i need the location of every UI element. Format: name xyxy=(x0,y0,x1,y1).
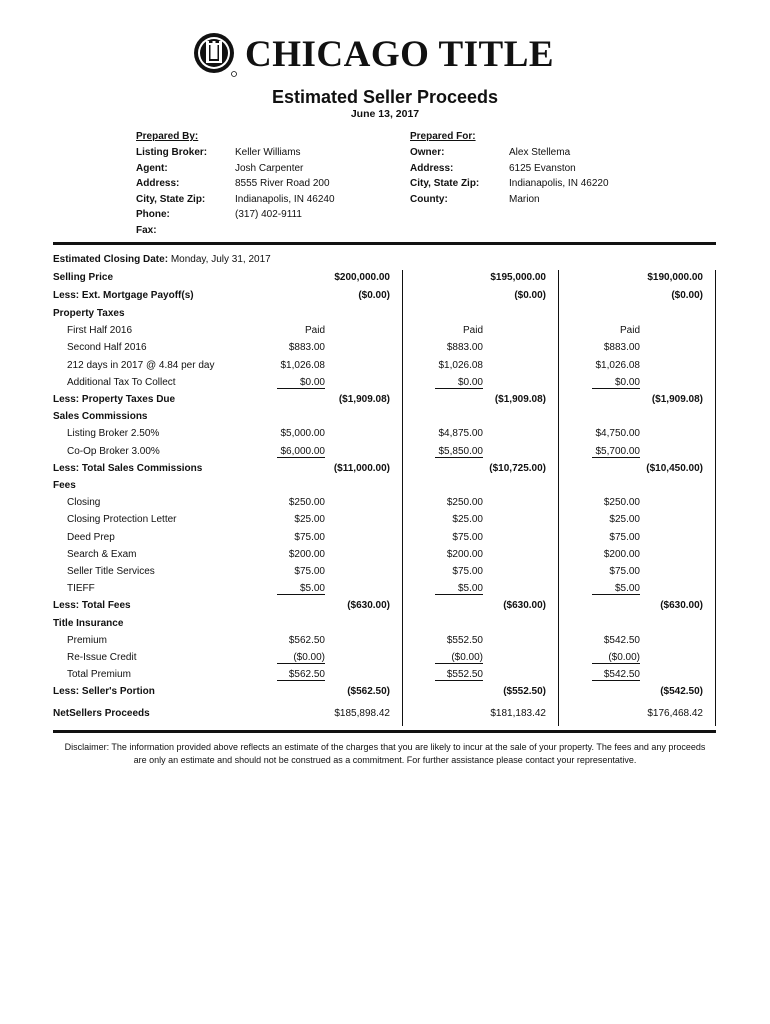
item-cell: $250.00 xyxy=(446,497,483,509)
item-cell: $5,850.00 xyxy=(435,446,483,458)
item-cell: $6,000.00 xyxy=(277,446,325,458)
total-cell: ($0.00) xyxy=(514,290,546,301)
item-cell: ($0.00) xyxy=(592,652,640,664)
table-row xyxy=(53,706,716,722)
item-cell: $5,700.00 xyxy=(592,446,640,458)
row-label: First Half 2016 xyxy=(67,325,133,337)
total-cell: ($10,450.00) xyxy=(646,462,703,474)
document-date: June 13, 2017 xyxy=(350,108,420,120)
total-cell: $200,000.00 xyxy=(334,272,390,283)
total-cell: ($552.50) xyxy=(503,686,546,698)
item-cell: $25.00 xyxy=(609,514,640,526)
column-divider xyxy=(402,270,403,726)
table-row xyxy=(53,667,716,683)
row-label: Less: Ext. Mortgage Payoff(s) xyxy=(53,290,194,301)
table-row xyxy=(53,461,716,477)
field-label: Address: xyxy=(410,162,454,174)
field-value: Indianapolis, IN 46220 xyxy=(509,178,609,189)
disclaimer: Disclaimer: The information provided above reflects an estimate of the charges that you are likely to incur at the sale of your property. The fees and any proceeds are only an estimate and should not be construed as a commitment. For further assistance please contact your representative. xyxy=(64,742,706,765)
row-label: TIEFF xyxy=(67,583,95,595)
item-cell: $562.50 xyxy=(288,634,325,646)
prepared-for-block xyxy=(410,129,710,219)
field-value: Josh Carpenter xyxy=(235,162,304,174)
row-label: Second Half 2016 xyxy=(67,342,147,354)
item-cell: $1,026.08 xyxy=(595,359,640,371)
table-row xyxy=(53,478,716,494)
total-cell: ($1,909.08) xyxy=(338,394,390,405)
item-cell: $883.00 xyxy=(603,342,640,354)
row-label: Closing Protection Letter xyxy=(67,514,177,526)
table-row xyxy=(53,616,716,632)
total-cell: ($630.00) xyxy=(660,600,703,612)
row-label: Seller Title Services xyxy=(67,566,155,577)
table-row xyxy=(53,358,716,374)
item-cell: Paid xyxy=(619,325,640,337)
row-label: Closing xyxy=(67,497,101,509)
item-cell: $200.00 xyxy=(603,548,640,560)
table-row xyxy=(53,495,716,511)
field-value: Marion xyxy=(509,193,540,205)
field-value: Alex Stellema xyxy=(509,147,571,158)
table-row xyxy=(53,581,716,597)
page-title: Estimated Seller Proceeds xyxy=(271,87,499,107)
table-row xyxy=(53,270,716,286)
row-label: Re-Issue Credit xyxy=(67,652,137,663)
row-label: Premium xyxy=(67,634,108,646)
total-cell: ($1,909.08) xyxy=(651,394,703,405)
row-label: Co-Op Broker 3.00% xyxy=(67,445,160,457)
table-row xyxy=(53,288,716,304)
field-label: Listing Broker: xyxy=(136,147,208,158)
total-cell: ($0.00) xyxy=(671,290,703,301)
item-cell: $883.00 xyxy=(446,342,483,354)
field-label: Address: xyxy=(136,178,180,189)
item-cell: $0.00 xyxy=(277,377,325,389)
total-cell: ($10,725.00) xyxy=(489,462,546,474)
table-row xyxy=(53,392,716,408)
total-cell: $181,183.42 xyxy=(490,707,546,719)
item-cell: $552.50 xyxy=(435,669,483,681)
item-cell: $4,875.00 xyxy=(438,428,483,440)
column-divider xyxy=(558,270,559,726)
prepared-for-heading: Prepared For: xyxy=(410,131,476,142)
field-value: 6125 Evanston xyxy=(509,162,576,174)
closing-date-value: Monday, July 31, 2017 xyxy=(170,254,271,265)
item-cell: $75.00 xyxy=(609,531,640,543)
item-cell: ($0.00) xyxy=(277,652,325,664)
item-cell: $0.00 xyxy=(592,377,640,389)
field-value: 8555 River Road 200 xyxy=(235,178,330,189)
row-label: Less: Property Taxes Due xyxy=(53,394,176,405)
item-cell: $542.50 xyxy=(592,669,640,681)
total-cell: ($542.50) xyxy=(660,686,703,698)
item-cell: $5,000.00 xyxy=(280,428,325,440)
row-label: Deed Prep xyxy=(67,531,115,543)
item-cell: $75.00 xyxy=(452,566,483,577)
bottom-divider xyxy=(53,730,716,733)
table-row xyxy=(53,650,716,666)
item-cell: Paid xyxy=(304,325,325,337)
prepared-by-block xyxy=(136,129,386,239)
table-row xyxy=(53,426,716,442)
table-row xyxy=(53,340,716,356)
prepared-by-heading: Prepared By: xyxy=(136,131,199,142)
row-label: Search & Exam xyxy=(67,548,137,560)
item-cell: $75.00 xyxy=(452,531,483,543)
item-cell: $5.00 xyxy=(435,583,483,595)
field-label: City, State Zip: xyxy=(410,178,480,189)
table-row xyxy=(53,547,716,563)
row-label: Property Taxes xyxy=(53,308,125,319)
item-cell: $883.00 xyxy=(288,342,325,354)
row-label: 212 days in 2017 @ 4.84 per day xyxy=(67,359,215,371)
total-cell: ($0.00) xyxy=(358,290,390,301)
brand-name: CHICAGO TITLE xyxy=(245,34,555,75)
row-label: Additional Tax To Collect xyxy=(67,376,176,388)
table-row xyxy=(53,375,716,391)
letterhead xyxy=(0,30,770,80)
item-cell: ($0.00) xyxy=(435,652,483,664)
total-cell: ($562.50) xyxy=(347,686,390,698)
table-row xyxy=(53,684,716,700)
field-label: Fax: xyxy=(136,224,157,236)
row-label: Sales Commissions xyxy=(53,411,148,423)
row-label: Title Insurance xyxy=(53,617,124,629)
row-label: NetSellers Proceeds xyxy=(53,707,150,719)
field-label: Owner: xyxy=(410,147,445,158)
castle-tower-icon xyxy=(193,32,239,78)
table-row xyxy=(53,409,716,425)
row-label: Fees xyxy=(53,480,76,491)
top-divider xyxy=(53,242,716,245)
item-cell: $75.00 xyxy=(294,531,325,543)
field-label: City, State Zip: xyxy=(136,193,206,205)
item-cell: $0.00 xyxy=(435,377,483,389)
field-value: Indianapolis, IN 46240 xyxy=(235,193,335,205)
table-row xyxy=(53,306,716,322)
table-row xyxy=(53,512,716,528)
closing-date-label: Estimated Closing Date: xyxy=(53,254,169,265)
item-cell: $1,026.08 xyxy=(438,359,483,371)
total-cell: ($11,000.00) xyxy=(333,462,390,474)
row-label: Listing Broker 2.50% xyxy=(67,428,160,440)
table-row xyxy=(53,598,716,614)
total-cell: ($1,909.08) xyxy=(494,394,546,405)
field-label: Phone: xyxy=(136,209,170,220)
item-cell: $5.00 xyxy=(277,583,325,595)
closing-date xyxy=(53,254,271,265)
total-cell: ($630.00) xyxy=(503,600,546,612)
row-label: Less: Seller's Portion xyxy=(53,686,155,698)
item-cell: $1,026.08 xyxy=(280,359,325,371)
row-label: Less: Total Fees xyxy=(53,600,131,612)
column-divider xyxy=(715,270,716,726)
item-cell: $250.00 xyxy=(288,497,325,509)
item-cell: $5.00 xyxy=(592,583,640,595)
field-label: County: xyxy=(410,193,448,205)
total-cell: ($630.00) xyxy=(347,600,390,612)
item-cell: $75.00 xyxy=(609,566,640,577)
table-row xyxy=(53,564,716,580)
field-value: (317) 402-9111 xyxy=(235,209,302,220)
item-cell: $25.00 xyxy=(294,514,325,526)
row-label: Total Premium xyxy=(67,669,131,681)
item-cell: $552.50 xyxy=(446,634,483,646)
table-row xyxy=(53,530,716,546)
item-cell: $562.50 xyxy=(277,669,325,681)
item-cell: Paid xyxy=(462,325,483,337)
table-row xyxy=(53,633,716,649)
total-cell: $185,898.42 xyxy=(334,707,390,719)
item-cell: $200.00 xyxy=(288,548,325,560)
field-label: Agent: xyxy=(136,162,168,174)
field-value: Keller Williams xyxy=(235,147,301,158)
item-cell: $4,750.00 xyxy=(595,428,640,440)
total-cell: $190,000.00 xyxy=(647,272,703,283)
row-label: Less: Total Sales Commissions xyxy=(53,462,203,474)
item-cell: $200.00 xyxy=(446,548,483,560)
table-row xyxy=(53,444,716,460)
table-row xyxy=(53,323,716,339)
item-cell: $250.00 xyxy=(603,497,640,509)
total-cell: $176,468.42 xyxy=(647,707,703,719)
item-cell: $25.00 xyxy=(452,514,483,526)
item-cell: $542.50 xyxy=(603,634,640,646)
item-cell: $75.00 xyxy=(294,566,325,577)
row-label: Selling Price xyxy=(53,272,114,283)
total-cell: $195,000.00 xyxy=(490,272,546,283)
